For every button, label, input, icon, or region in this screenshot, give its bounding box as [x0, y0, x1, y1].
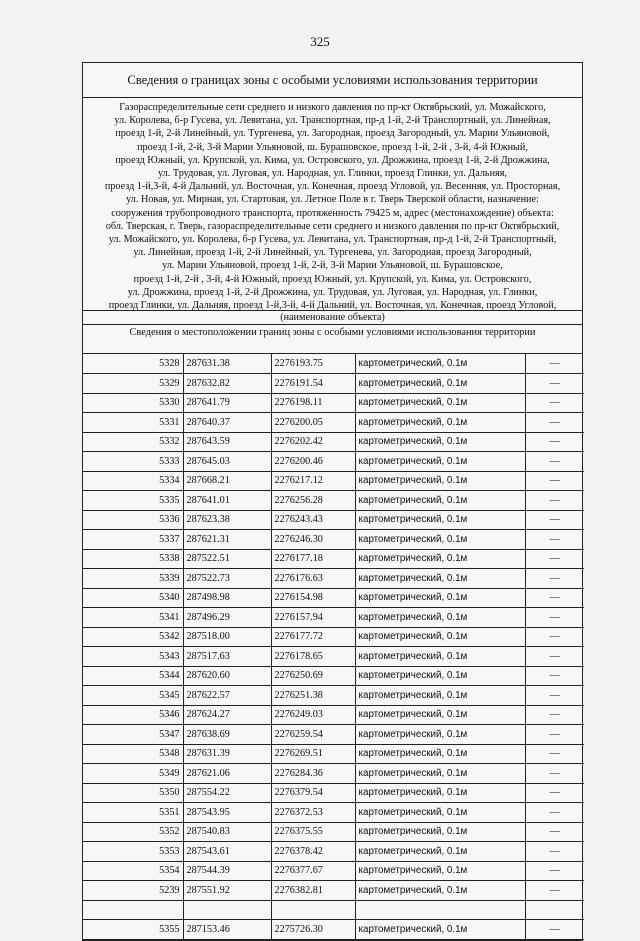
table-row	[83, 627, 584, 647]
method-cell: картометрический, 0.1м	[355, 764, 525, 784]
point-number-cell: 5338	[83, 549, 183, 569]
method-cell: картометрический, 0.1м	[355, 530, 525, 550]
x-coordinate-cell: 287638.69	[183, 725, 271, 745]
y-coordinate-cell: 2276246.30	[271, 530, 355, 550]
table-row	[83, 569, 584, 589]
method-cell: картометрический, 0.1м	[355, 627, 525, 647]
y-coordinate-cell: 2276269.51	[271, 744, 355, 764]
table-row	[83, 783, 584, 803]
note-cell: —	[525, 627, 584, 647]
point-number-cell: 5344	[83, 666, 183, 686]
table-row	[83, 393, 584, 413]
y-coordinate-cell: 2276284.36	[271, 764, 355, 784]
y-coordinate-cell: 2276372.53	[271, 803, 355, 823]
method-cell: картометрический, 0.1м	[355, 842, 525, 862]
table-row	[83, 744, 584, 764]
y-coordinate-cell: 2276377.67	[271, 861, 355, 881]
note-cell: —	[525, 842, 584, 862]
method-cell: картометрический, 0.1м	[355, 920, 525, 940]
point-number-cell: 5346	[83, 705, 183, 725]
point-number-cell: 5239	[83, 881, 183, 901]
note-cell: —	[525, 491, 584, 511]
x-coordinate-cell: 287632.82	[183, 374, 271, 394]
point-number-cell: 5329	[83, 374, 183, 394]
x-coordinate-cell: 287621.31	[183, 530, 271, 550]
description-line: проезд Южный, ул. Крупской, ул. Кима, ул. Островского, ул. Дрожжина, проезд 1-й, 2-й Дрожжина,	[115, 154, 550, 166]
description-line: ул. Линейная, проезд 1-й, 2-й Линейный, ул. Тургенева, ул. Загородная, проезд Загородный,	[133, 247, 532, 259]
x-coordinate-cell: 287622.57	[183, 686, 271, 706]
description-line: ул. Новая, ул. Мирная, ул. Стартовая, ул. Летное Поле в г. Тверь Тверской области, назначение:	[126, 194, 539, 206]
y-coordinate-cell: 2276382.81	[271, 881, 355, 901]
y-coordinate-cell: 2276251.38	[271, 686, 355, 706]
point-number-cell: 5341	[83, 608, 183, 628]
point-number-cell: 5355	[83, 920, 183, 940]
point-number-cell: 5336	[83, 510, 183, 530]
table-row	[83, 549, 584, 569]
coordinates-table	[83, 354, 584, 940]
note-cell: —	[525, 413, 584, 433]
note-cell: —	[525, 452, 584, 472]
method-cell: картометрический, 0.1м	[355, 608, 525, 628]
note-cell: —	[525, 354, 584, 374]
note-cell: —	[525, 588, 584, 608]
method-cell: картометрический, 0.1м	[355, 783, 525, 803]
object-description	[83, 98, 582, 311]
method-cell: картометрический, 0.1м	[355, 647, 525, 667]
y-coordinate-cell	[271, 900, 355, 920]
table-row	[83, 705, 584, 725]
table-row	[83, 861, 584, 881]
x-coordinate-cell: 287498.98	[183, 588, 271, 608]
note-cell: —	[525, 822, 584, 842]
table-row	[83, 803, 584, 823]
note-cell: —	[525, 569, 584, 589]
table-row	[83, 764, 584, 784]
point-number-cell: 5348	[83, 744, 183, 764]
note-cell: —	[525, 374, 584, 394]
y-coordinate-cell: 2276200.46	[271, 452, 355, 472]
x-coordinate-cell: 287640.37	[183, 413, 271, 433]
table-row	[83, 608, 584, 628]
table-row	[83, 354, 584, 374]
x-coordinate-cell: 287517.63	[183, 647, 271, 667]
x-coordinate-cell	[183, 900, 271, 920]
point-number-cell: 5345	[83, 686, 183, 706]
method-cell: картометрический, 0.1м	[355, 471, 525, 491]
x-coordinate-cell: 287544.39	[183, 861, 271, 881]
x-coordinate-cell: 287641.01	[183, 491, 271, 511]
point-number-cell: 5351	[83, 803, 183, 823]
x-coordinate-cell: 287631.39	[183, 744, 271, 764]
zone-boundary-sheet	[82, 62, 583, 941]
note-cell: —	[525, 744, 584, 764]
note-cell: —	[525, 471, 584, 491]
table-row	[83, 666, 584, 686]
note-cell: —	[525, 666, 584, 686]
table-row	[83, 452, 584, 472]
note-cell: —	[525, 764, 584, 784]
object-name-label: (наименование объекта)	[83, 311, 582, 325]
y-coordinate-cell: 2276177.72	[271, 627, 355, 647]
method-cell: картометрический, 0.1м	[355, 452, 525, 472]
table-row	[83, 920, 584, 940]
method-cell: картометрический, 0.1м	[355, 803, 525, 823]
table-row	[83, 900, 584, 920]
method-cell: картометрический, 0.1м	[355, 861, 525, 881]
point-number-cell: 5335	[83, 491, 183, 511]
description-line: проезд Глинки, ул. Дальняя, проезд 1-й,3-й, 4-й Дальний, ул. Восточная, ул. Конечная, проезд Угловой,	[108, 300, 557, 311]
point-number-cell: 5330	[83, 393, 183, 413]
point-number-cell: 5347	[83, 725, 183, 745]
note-cell: —	[525, 881, 584, 901]
point-number-cell: 5332	[83, 432, 183, 452]
note-cell: —	[525, 803, 584, 823]
x-coordinate-cell: 287153.46	[183, 920, 271, 940]
description-line: ул. Королева, б-р Гусева, ул. Левитана, ул. Транспортная, пр-д 1-й, 2-й Транспортный, ул. Линейная,	[114, 115, 551, 127]
point-number-cell: 5340	[83, 588, 183, 608]
x-coordinate-cell: 287645.03	[183, 452, 271, 472]
note-cell: —	[525, 510, 584, 530]
x-coordinate-cell: 287543.95	[183, 803, 271, 823]
method-cell: картометрический, 0.1м	[355, 822, 525, 842]
description-line: Газораспределительные сети среднего и низкого давления по пр-кт Октябрьский, ул. Можайского,	[119, 102, 546, 113]
location-section-title: Сведения о местоположении границ зоны с особыми условиями использования территории	[83, 325, 582, 354]
y-coordinate-cell: 2276256.28	[271, 491, 355, 511]
note-cell: —	[525, 549, 584, 569]
method-cell	[355, 900, 525, 920]
x-coordinate-cell: 287668.21	[183, 471, 271, 491]
y-coordinate-cell: 2276177.18	[271, 549, 355, 569]
description-line: обл. Тверская, г. Тверь, газораспределительные сети среднего и низкого давления по пр-кт Октябрьский,	[105, 220, 560, 232]
method-cell: картометрический, 0.1м	[355, 705, 525, 725]
y-coordinate-cell: 2276198.11	[271, 393, 355, 413]
table-row	[83, 432, 584, 452]
point-number-cell: 5354	[83, 861, 183, 881]
table-row	[83, 588, 584, 608]
table-row	[83, 842, 584, 862]
table-row	[83, 881, 584, 901]
y-coordinate-cell: 2276154.98	[271, 588, 355, 608]
point-number-cell: 5352	[83, 822, 183, 842]
y-coordinate-cell: 2276176.63	[271, 569, 355, 589]
point-number-cell: 5353	[83, 842, 183, 862]
description-line: проезд 1-й, 2-й , 3-й, 4-й Южный, проезд Южный, ул. Крупской, ул. Кима, ул. Островского,	[133, 273, 532, 285]
y-coordinate-cell: 2276191.54	[271, 374, 355, 394]
x-coordinate-cell: 287621.06	[183, 764, 271, 784]
note-cell: —	[525, 608, 584, 628]
method-cell: картометрический, 0.1м	[355, 881, 525, 901]
y-coordinate-cell: 2276250.69	[271, 666, 355, 686]
point-number-cell: 5349	[83, 764, 183, 784]
x-coordinate-cell: 287641.79	[183, 393, 271, 413]
x-coordinate-cell: 287518.00	[183, 627, 271, 647]
x-coordinate-cell: 287554.22	[183, 783, 271, 803]
table-row	[83, 413, 584, 433]
note-cell: —	[525, 920, 584, 940]
table-row	[83, 374, 584, 394]
x-coordinate-cell: 287624.27	[183, 705, 271, 725]
note-cell: —	[525, 530, 584, 550]
table-row	[83, 822, 584, 842]
y-coordinate-cell: 2276217.12	[271, 471, 355, 491]
point-number-cell: 5350	[83, 783, 183, 803]
point-number-cell: 5334	[83, 471, 183, 491]
table-row	[83, 725, 584, 745]
method-cell: картометрический, 0.1м	[355, 588, 525, 608]
table-row	[83, 686, 584, 706]
y-coordinate-cell: 2276193.75	[271, 354, 355, 374]
note-cell: —	[525, 432, 584, 452]
y-coordinate-cell: 2276375.55	[271, 822, 355, 842]
x-coordinate-cell: 287522.73	[183, 569, 271, 589]
sheet-title: Сведения о границах зоны с особыми условиями использования территории	[83, 63, 582, 98]
method-cell: картометрический, 0.1м	[355, 432, 525, 452]
method-cell: картометрический, 0.1м	[355, 374, 525, 394]
description-line: ул. Марии Ульяновой, проезд 1-й, 2-й, 3-й Марии Ульяновой, ш. Бурашовское,	[162, 260, 503, 272]
page-number: 325	[310, 34, 330, 49]
y-coordinate-cell: 2276259.54	[271, 725, 355, 745]
point-number-cell: 5343	[83, 647, 183, 667]
method-cell: картометрический, 0.1м	[355, 413, 525, 433]
method-cell: картометрический, 0.1м	[355, 393, 525, 413]
point-number-cell: 5331	[83, 413, 183, 433]
x-coordinate-cell: 287620.60	[183, 666, 271, 686]
note-cell: —	[525, 647, 584, 667]
point-number-cell: 5342	[83, 627, 183, 647]
description-line: проезд 1-й,3-й, 4-й Дальний, ул. Восточная, ул. Конечная, проезд Угловой, ул. Весенняя, ул. Просторная,	[104, 181, 561, 193]
method-cell: картометрический, 0.1м	[355, 510, 525, 530]
x-coordinate-cell: 287551.92	[183, 881, 271, 901]
x-coordinate-cell: 287543.61	[183, 842, 271, 862]
method-cell: картометрический, 0.1м	[355, 354, 525, 374]
y-coordinate-cell: 2276243.43	[271, 510, 355, 530]
point-number-cell: 5339	[83, 569, 183, 589]
method-cell: картометрический, 0.1м	[355, 686, 525, 706]
note-cell: —	[525, 725, 584, 745]
description-line: проезд 1-й, 2-й Линейный, ул. Тургенева, ул. Загородная, проезд Загородный, ул. Марии Ульяновой,	[115, 128, 550, 140]
method-cell: картометрический, 0.1м	[355, 666, 525, 686]
x-coordinate-cell: 287623.38	[183, 510, 271, 530]
method-cell: картометрический, 0.1м	[355, 491, 525, 511]
method-cell: картометрический, 0.1м	[355, 744, 525, 764]
note-cell: —	[525, 393, 584, 413]
table-row	[83, 471, 584, 491]
x-coordinate-cell: 287496.29	[183, 608, 271, 628]
y-coordinate-cell: 2276200.05	[271, 413, 355, 433]
table-row	[83, 510, 584, 530]
x-coordinate-cell: 287631.38	[183, 354, 271, 374]
method-cell: картометрический, 0.1м	[355, 725, 525, 745]
description-line: ул. Дрожжина, проезд 1-й, 2-й Дрожжина, ул. Трудовая, ул. Луговая, ул. Народная, ул. Глинки,	[127, 286, 538, 298]
table-row	[83, 491, 584, 511]
note-cell: —	[525, 783, 584, 803]
point-number-cell: 5328	[83, 354, 183, 374]
note-cell: —	[525, 686, 584, 706]
method-cell: картометрический, 0.1м	[355, 549, 525, 569]
note-cell	[525, 900, 584, 920]
y-coordinate-cell: 2276178.65	[271, 647, 355, 667]
y-coordinate-cell: 2276202.42	[271, 432, 355, 452]
note-cell: —	[525, 861, 584, 881]
description-line: проезд 1-й, 2-й, 3-й Марии Ульяновой, ш. Бурашовское, проезд 1-й, 2-й , 3-й, 4-й Южный,	[137, 141, 528, 153]
x-coordinate-cell: 287540.83	[183, 822, 271, 842]
y-coordinate-cell: 2276157.94	[271, 608, 355, 628]
y-coordinate-cell: 2276249.03	[271, 705, 355, 725]
point-number-cell: 5333	[83, 452, 183, 472]
y-coordinate-cell: 2276379.54	[271, 783, 355, 803]
description-line: ул. Можайского, ул. Королева, б-р Гусева, ул. Левитана, ул. Транспортная, пр-д 1-й, 2-й Транспортный,	[108, 234, 557, 246]
x-coordinate-cell: 287643.59	[183, 432, 271, 452]
method-cell: картометрический, 0.1м	[355, 569, 525, 589]
note-cell: —	[525, 705, 584, 725]
y-coordinate-cell: 2275726.30	[271, 920, 355, 940]
y-coordinate-cell: 2276378.42	[271, 842, 355, 862]
table-row	[83, 530, 584, 550]
x-coordinate-cell: 287522.51	[183, 549, 271, 569]
description-line: ул. Трудовая, ул. Луговая, ул. Народная, ул. Глинки, проезд Глинки, ул. Дальняя,	[158, 168, 507, 180]
point-number-cell: 5337	[83, 530, 183, 550]
point-number-cell	[83, 900, 183, 920]
table-row	[83, 647, 584, 667]
description-line: сооружения трубопроводного транспорта, протяженность 79425 м, адрес (местонахождение) объекта:	[111, 207, 554, 219]
